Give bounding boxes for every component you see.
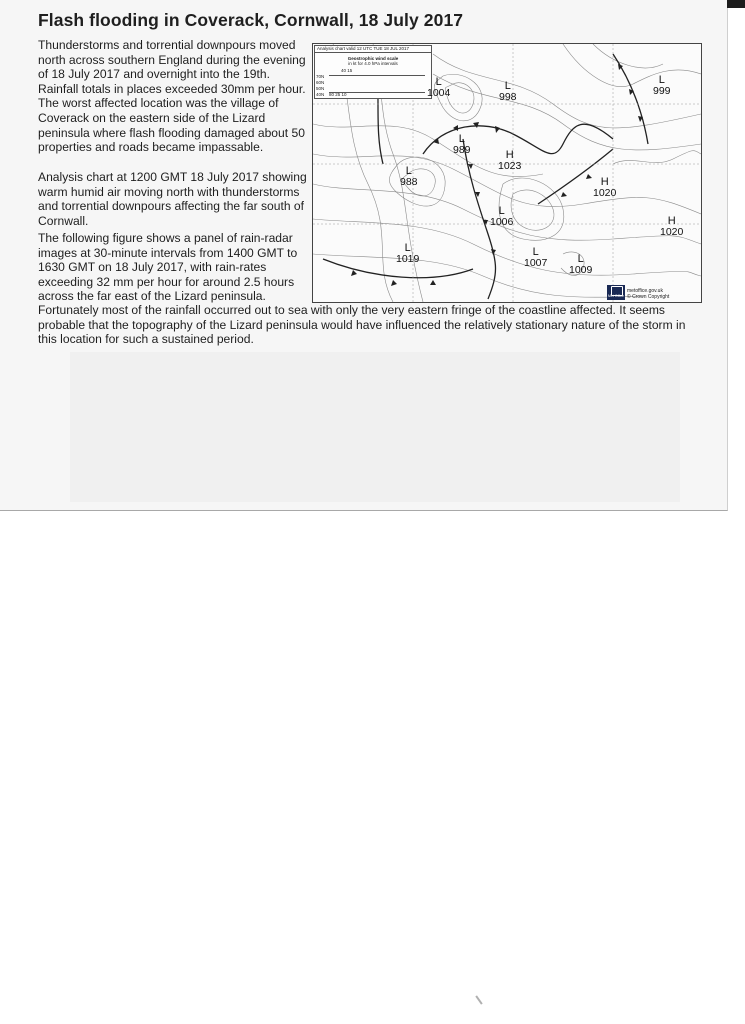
chart-caption-paragraph: Analysis chart at 1200 GMT 18 July 2017 showing warm humid air moving north with thunderstorms and torrential downpours affecting the far south of Cornwall. [38,170,307,228]
scale-lat-70n: 70N [316,74,325,79]
wind-scale-title: Geostrophic wind scale [347,56,399,61]
radar-paragraph: The following figure shows a panel of rain-radar images at 30-minute intervals from 1400 GMT to 1630 GMT on 18 July 2017, with rain-rates exceeding 32 mm per hour for around 2.5 hours across the far east of the Lizard peninsula. [38,231,298,304]
bleed-through-shadow [70,352,680,502]
intro-paragraph: Thunderstorms and torrential downpours moved north across southern England during the evening of 18 July 2017 and overnight into the 19th. Rainfall totals in places exceeded 30mm per hour. The worst affected location was the village of Coverack on the eastern side of the Lizard peninsula where flash flooding damaged about 50 properties and roads became impassable. [38,38,306,155]
pressure-low-1006: L 1006 [490,205,514,228]
scale-lat-40n: 40N [316,92,325,97]
chart-valid-header: Analysis chart valid 12 UTC TUE 18 JUL 2017 [315,46,431,53]
pressure-low-1004: L 1004 [427,76,451,99]
pressure-low-999: L 999 [653,74,671,97]
scanned-page [0,0,728,511]
scale-lat-50n: 50N [316,86,325,91]
pressure-low-1019: L 1019 [396,242,420,265]
wind-scale-top-ticks: 40 15 [341,68,353,73]
pressure-low-998: L 998 [499,80,517,103]
scan-speck [475,995,482,1004]
pressure-low-989: L 989 [453,133,471,156]
wind-scale-bottom-ticks: 80 25 10 [329,92,347,97]
pressure-high-1020-east: H 1020 [593,176,617,199]
credit-site: metoffice.gov.uk [627,288,663,294]
pressure-high-1020-far-east: H 1020 [660,215,684,238]
met-office-logo: Met Office [607,285,625,300]
synoptic-analysis-chart [312,43,702,303]
wind-scale-box [314,45,432,99]
pressure-low-1009: L 1009 [569,253,593,276]
chart-credit [607,285,699,301]
page-title: Flash flooding in Coverack, Cornwall, 18 July 2017 [38,10,464,30]
wind-scale-subtitle: in kt for 4.0 hPa intervals [348,61,398,66]
scan-edge-mark [727,0,745,8]
wind-scale-lines [329,75,425,93]
pressure-high-1023: H 1023 [498,149,522,172]
pressure-low-1007: L 1007 [524,246,548,269]
pressure-low-988: L 988 [400,165,418,188]
scale-lat-60n: 60N [316,80,325,85]
credit-copyright: © Crown Copyright [627,294,670,300]
conclusion-paragraph: Fortunately most of the rainfall occurred out to sea with only the very eastern fringe of the coastline affected. It seems probable that the topography of the Lizard peninsula would have influenced the relatively stationary nature of the storm in this location for such a sustained period. [38,303,686,347]
